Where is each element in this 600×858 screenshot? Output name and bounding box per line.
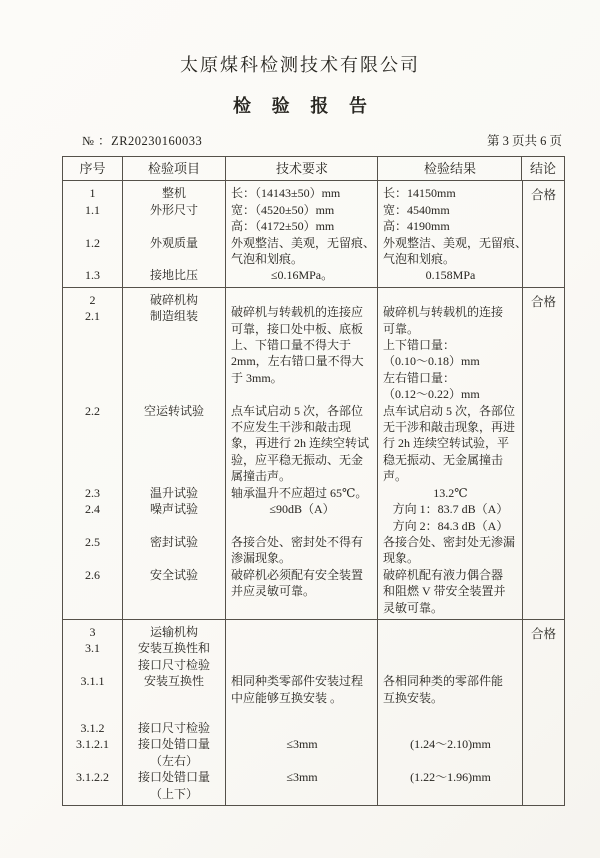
cell-line: 密封试验 [149, 534, 198, 549]
cell-line: 上下错口量： [383, 338, 456, 353]
row-requirement-cell [226, 736, 378, 769]
cell-line: 空运转试验 [143, 403, 204, 418]
row-serial-cell [63, 534, 123, 567]
cell-line: 和阻燃 V 带安全装置并 [383, 584, 506, 599]
row-requirement-cell [226, 485, 378, 501]
row-item-cell [123, 673, 226, 720]
row-item-cell [123, 235, 226, 268]
conclusion-cell: 合格 [530, 294, 556, 309]
cell-line: 破碎机与转载机的连接应 [231, 305, 364, 320]
cell-line: 高：4190mm [383, 219, 450, 234]
table-row [63, 567, 522, 619]
cell-line: 安装互换性和 [137, 641, 210, 656]
cell-line: 方向 1：83.7 dB（A） [392, 502, 509, 517]
cell-line: 技术要求 [275, 161, 328, 176]
cell-line: 各相同种类的零部件能 [383, 674, 504, 689]
section-rows [63, 620, 523, 805]
cell-line: 结论 [529, 161, 556, 176]
row-serial-cell [63, 235, 123, 268]
table-row [63, 769, 522, 805]
cell-line: 气泡和划痕。 [383, 252, 456, 267]
cell-line: 稳无振动、无金属撞击 [383, 452, 504, 467]
row-serial-cell [63, 736, 123, 769]
row-result-cell [378, 181, 522, 234]
cell-line: 可靠。 [383, 321, 420, 336]
row-result-cell [378, 534, 522, 567]
row-result-cell [378, 769, 522, 805]
cell-line: 点车试启动 5 次，各部位 [383, 403, 516, 418]
row-item-cell [123, 620, 226, 673]
cell-line: 1.1 [85, 202, 100, 217]
cell-line: 无干涉和敲击现象，再进 [383, 420, 516, 435]
table-row [63, 620, 522, 673]
row-result-cell [378, 567, 522, 619]
column-header-4 [378, 157, 522, 180]
cell-line: 外形尺寸 [149, 202, 198, 217]
row-requirement-cell [226, 534, 378, 567]
cell-line: 破碎机必须配有安全装置 [231, 567, 364, 582]
column-header-5 [522, 157, 564, 180]
row-requirement-cell [226, 620, 378, 673]
cell-line: 外观质量 [149, 235, 198, 250]
cell-line: 整机 [161, 186, 186, 201]
cell-line: 序号 [79, 161, 106, 176]
row-item-cell [123, 288, 226, 403]
row-item-cell [123, 403, 226, 485]
cell-line: 检验项目 [147, 161, 200, 176]
row-result-cell [378, 485, 522, 501]
cell-line: 13.2℃ [433, 485, 468, 500]
cell-line: 不应发生干涉和敲击现 [231, 420, 352, 435]
table-row [63, 720, 522, 736]
row-requirement-cell [226, 267, 378, 286]
cell-line: 属撞击声。 [231, 469, 292, 484]
row-item-cell [123, 534, 226, 567]
cell-line: 3.1.2.1 [76, 737, 109, 752]
row-result-cell [378, 235, 528, 268]
cell-line: 2 [89, 292, 96, 307]
cell-line: 各接合处、密封处不得有 [231, 534, 364, 549]
cell-line: 互换安装。 [383, 690, 444, 705]
cell-line: 噪声试验 [149, 502, 198, 517]
cell-line: 接口处错口量 [137, 770, 210, 785]
cell-line: 轴承温升不应超过 65℃。 [231, 485, 368, 500]
row-item-cell [123, 501, 226, 534]
row-requirement-cell [226, 567, 378, 619]
row-serial-cell [63, 769, 123, 805]
cell-line: 1.2 [85, 235, 100, 250]
cell-line: 接口处错口量 [137, 737, 210, 752]
cell-line: 破碎机配有液力偶合器 [383, 567, 504, 582]
cell-line: ≤3mm [286, 770, 318, 785]
cell-line: 长：（14143±50）mm [231, 186, 341, 201]
cell-line: 接地比压 [149, 268, 198, 283]
column-header-2 [123, 157, 226, 180]
row-serial-cell [63, 501, 123, 534]
cell-line: 象，再进行 2h 连续空转试 [231, 436, 370, 451]
conclusion-cell: 合格 [530, 626, 556, 641]
table-row [63, 485, 522, 501]
cell-line: 2.2 [85, 403, 100, 418]
row-item-cell [123, 485, 226, 501]
cell-line: （0.10～0.18）mm [383, 354, 480, 369]
cell-line: 外观整洁、美观，无留痕、 [383, 235, 528, 250]
conclusion-cell: 合格 [530, 188, 556, 203]
cell-line: 破碎机构 [149, 292, 198, 307]
cell-line: ≤0.16MPa。 [270, 268, 334, 283]
cell-line: 渗漏现象。 [231, 551, 292, 566]
cell-line: 3.1.2.2 [76, 770, 109, 785]
row-result-cell [378, 267, 522, 286]
row-serial-cell [63, 288, 123, 403]
row-requirement-cell [226, 720, 378, 736]
table-row [63, 534, 522, 567]
cell-line: （0.12～0.22）mm [383, 387, 480, 402]
cell-line: 并应灵敏可靠。 [231, 584, 316, 599]
row-serial-cell [63, 267, 123, 286]
cell-line: 2.4 [85, 502, 100, 517]
row-requirement-cell [226, 235, 378, 268]
row-serial-cell [63, 720, 123, 736]
cell-line: 方向 2：84.3 dB（A） [392, 518, 509, 533]
cell-line: 2mm，左右错口量不得大 [231, 354, 364, 369]
cell-line: 2.6 [85, 567, 100, 582]
cell-line: 各接合处、密封处无渗漏 [383, 534, 516, 549]
cell-line: 验，应平稳无振动、无金 [231, 452, 364, 467]
row-requirement-cell [226, 501, 378, 534]
table-row [63, 181, 522, 234]
row-serial-cell [63, 673, 123, 720]
section-rows [63, 181, 528, 286]
row-item-cell [123, 736, 226, 769]
cell-line: 行 2h 连续空转试验，平 [383, 436, 510, 451]
cell-line: 3 [89, 624, 96, 639]
report-number-label: № ： [82, 134, 112, 148]
cell-line: 制造组装 [149, 309, 198, 324]
row-result-cell [378, 673, 522, 720]
table-row [63, 736, 522, 769]
row-result-cell [378, 403, 522, 485]
cell-line: 宽：4540mm [383, 202, 450, 217]
cell-line: （上下） [149, 786, 198, 801]
row-result-cell [378, 620, 522, 673]
row-item-cell [123, 769, 226, 805]
cell-line: 点车试启动 5 次，各部位 [231, 403, 364, 418]
row-result-cell [378, 720, 522, 736]
row-item-cell [123, 567, 226, 619]
report-number [62, 132, 202, 150]
column-header-3 [226, 157, 378, 180]
page-indicator: 第 3 页共 6 页 [486, 134, 562, 148]
cell-line: 运输机构 [149, 624, 198, 639]
cell-line: 3.1.2 [80, 720, 105, 735]
cell-line: 2.3 [85, 485, 100, 500]
cell-line: 相同种类零部件安装过程 [231, 674, 364, 689]
row-result-cell [378, 501, 522, 534]
row-item-cell [123, 181, 226, 234]
meta-row [62, 132, 562, 150]
section-rows [63, 288, 523, 619]
cell-line: 可靠，接口处中板、底板 [231, 321, 364, 336]
cell-line: 高：（4172±50）mm [231, 219, 335, 234]
cell-line: 宽：（4520±50）mm [231, 202, 335, 217]
cell-line: （左右） [149, 753, 198, 768]
row-requirement-cell [226, 673, 378, 720]
table-row [63, 673, 522, 720]
table-row [63, 235, 528, 268]
cell-line: 0.158MPa [425, 268, 476, 283]
row-serial-cell [63, 567, 123, 619]
cell-line: 2.1 [85, 309, 100, 324]
cell-line: 破碎机与转载机的连接 [383, 305, 504, 320]
table-row [63, 403, 522, 485]
cell-line: 1.3 [85, 268, 100, 283]
row-serial-cell [63, 620, 123, 673]
row-requirement-cell [226, 769, 378, 805]
cell-line: 外观整洁、美观，无留痕、 [231, 235, 376, 250]
cell-line: 现象。 [383, 551, 420, 566]
cell-line: 声。 [383, 469, 408, 484]
column-header-1 [63, 157, 123, 180]
cell-line: 1 [89, 186, 96, 201]
table-row [63, 267, 522, 286]
cell-line: 接口尺寸检验 [137, 657, 210, 672]
table-section-3 [63, 620, 564, 805]
row-serial-cell [63, 181, 123, 234]
row-result-cell [378, 736, 522, 769]
table-section-1 [63, 181, 564, 287]
cell-line: 3.1 [85, 641, 100, 656]
cell-line: 安装互换性 [143, 674, 204, 689]
cell-line: 中应能够互换安装 。 [231, 690, 343, 705]
row-requirement-cell [226, 181, 378, 234]
cell-line: (1.22～1.96)mm [410, 770, 491, 785]
cell-line: 灵敏可靠。 [383, 600, 444, 615]
cell-line: 上、下错口量不得大于 [231, 338, 352, 353]
row-item-cell [123, 720, 226, 736]
table-row [63, 288, 522, 403]
cell-line: 长：14150mm [383, 186, 456, 201]
row-serial-cell [63, 403, 123, 485]
inspection-table [62, 156, 565, 806]
row-requirement-cell [226, 288, 378, 403]
report-number-value: ZR20230160033 [111, 134, 203, 148]
cell-line: ≤90dB（A） [269, 502, 335, 517]
cell-line: 安全试验 [149, 567, 198, 582]
cell-line: 气泡和划痕。 [231, 252, 304, 267]
company-name: 太原煤科检测技术有限公司 [180, 55, 420, 75]
row-result-cell [378, 288, 522, 403]
row-item-cell [123, 267, 226, 286]
table-section-2 [63, 288, 564, 620]
table-header-row [63, 157, 564, 181]
cell-line: 温升试验 [149, 485, 198, 500]
cell-line: 接口尺寸检验 [137, 720, 210, 735]
cell-line: 3.1.1 [80, 674, 105, 689]
row-serial-cell [63, 485, 123, 501]
cell-line: (1.24～2.10)mm [410, 737, 491, 752]
cell-line: 于 3mm。 [231, 370, 283, 385]
report-title: 检 验 报 告 [232, 96, 376, 116]
cell-line: 左右错口量： [383, 370, 456, 385]
cell-line: 2.5 [85, 534, 100, 549]
table-row [63, 501, 522, 534]
cell-line: 检验结果 [423, 161, 476, 176]
cell-line: ≤3mm [286, 737, 318, 752]
row-requirement-cell [226, 403, 378, 485]
